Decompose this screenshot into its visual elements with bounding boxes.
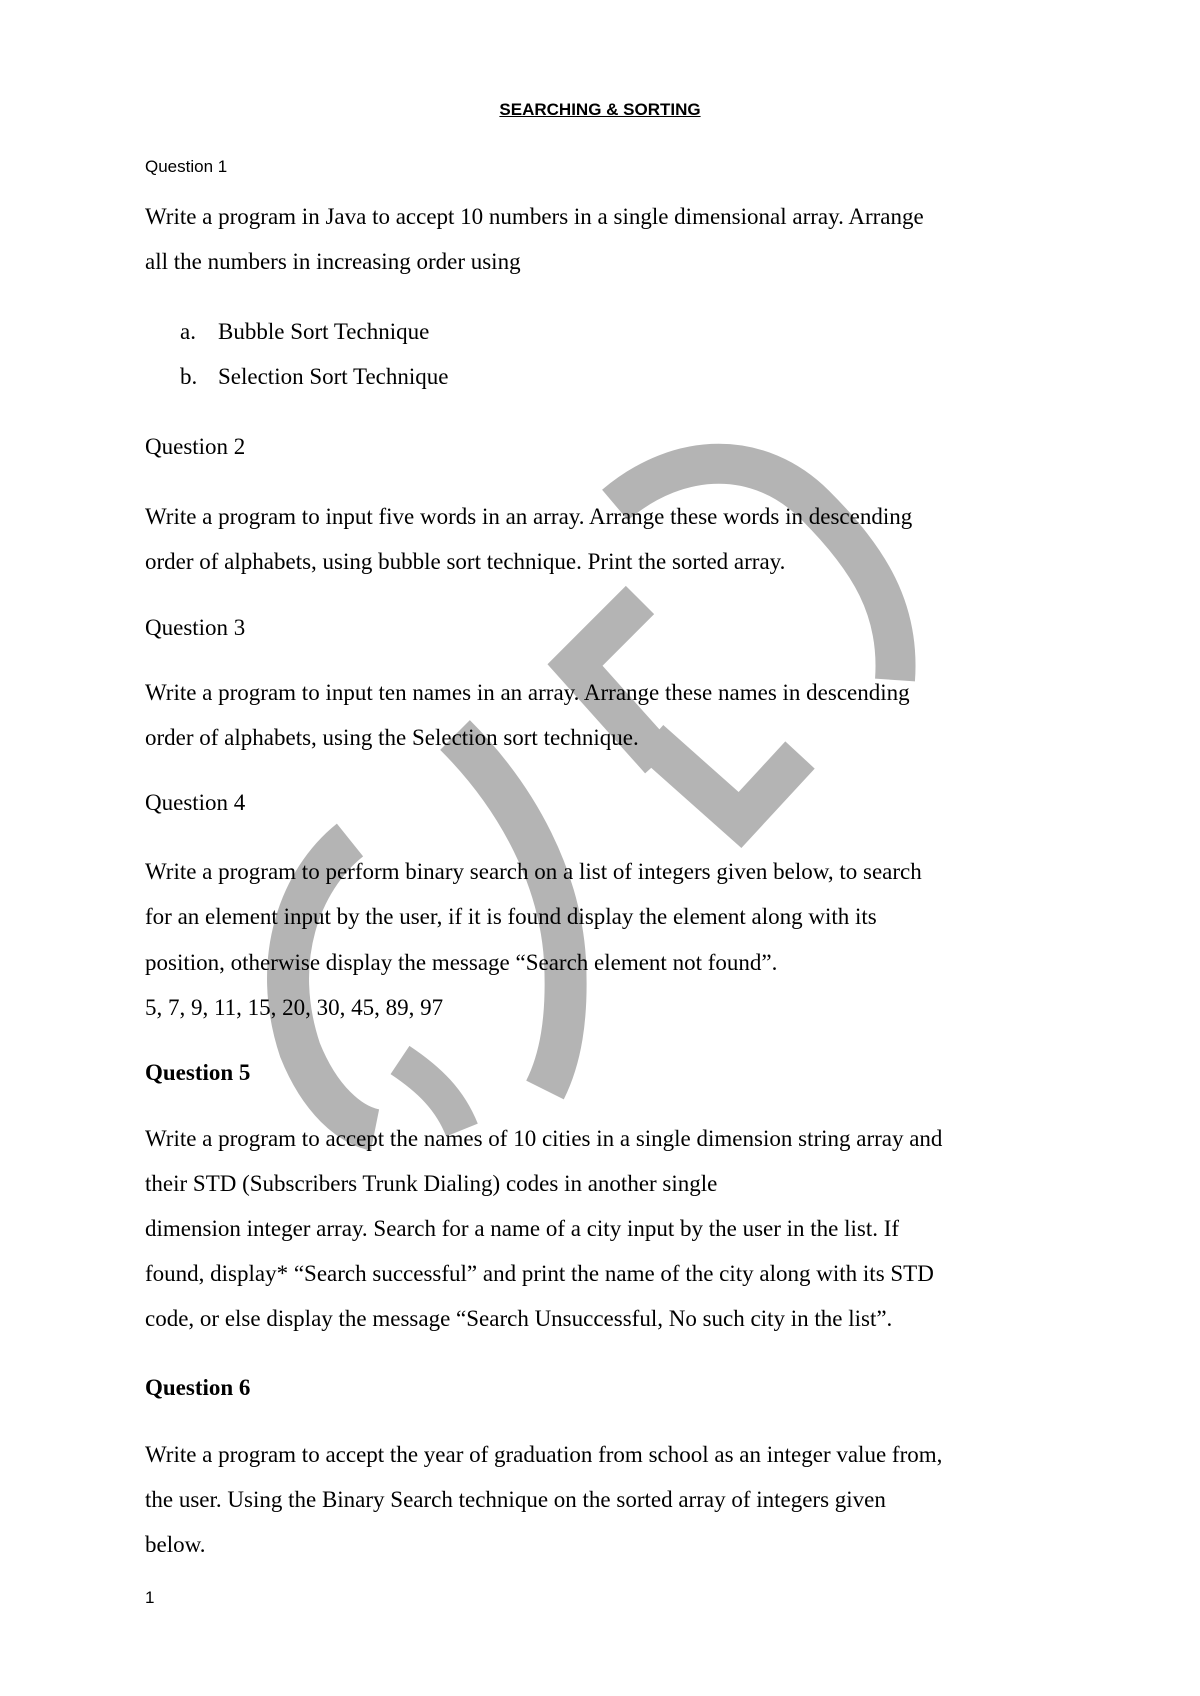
list-item-text: Selection Sort Technique xyxy=(218,364,449,389)
question-6-line: Write a program to accept the year of graduation from school as an integer value from, xyxy=(145,1442,943,1467)
question-2-heading: Question 2 xyxy=(145,434,246,459)
question-2-line: Write a program to input five words in an array. Arrange these words in descending xyxy=(145,504,913,529)
question-1-line: Write a program in Java to accept 10 numbers in a single dimensional array. Arrange xyxy=(145,204,924,229)
question-5-line: Write a program to accept the names of 10 cities in a single dimension string array and xyxy=(145,1126,943,1151)
list-marker: a. xyxy=(180,319,196,344)
question-3-heading: Question 3 xyxy=(145,615,246,640)
question-4-line: position, otherwise display the message “Search element not found”. xyxy=(145,950,778,975)
question-5-line: their STD (Subscribers Trunk Dialing) codes in another single xyxy=(145,1171,718,1196)
page-number: 1 xyxy=(145,1588,155,1607)
question-6-line: below. xyxy=(145,1532,206,1557)
question-6-line: the user. Using the Binary Search technique on the sorted array of integers given xyxy=(145,1487,886,1512)
question-6-heading: Question 6 xyxy=(145,1375,251,1400)
list-item xyxy=(180,317,429,347)
question-5-line: dimension integer array. Search for a name of a city input by the user in the list. If xyxy=(145,1216,900,1241)
question-1-line: all the numbers in increasing order using xyxy=(145,249,521,274)
question-5-heading: Question 5 xyxy=(145,1060,251,1085)
question-5-line: code, or else display the message “Search Unsuccessful, No such city in the list”. xyxy=(145,1306,893,1331)
list-item xyxy=(180,362,448,392)
question-4-line: Write a program to perform binary search on a list of integers given below, to search xyxy=(145,859,922,884)
question-3-line: order of alphabets, using the Selection sort technique. xyxy=(145,725,639,750)
page-title: SEARCHING & SORTING xyxy=(499,100,701,119)
question-4-line: for an element input by the user, if it is found display the element along with its xyxy=(145,904,877,929)
question-4-heading: Question 4 xyxy=(145,790,246,815)
list-marker: b. xyxy=(180,364,198,389)
number-list: 5, 7, 9, 11, 15, 20, 30, 45, 89, 97 xyxy=(145,995,444,1020)
question-2-line: order of alphabets, using bubble sort technique. Print the sorted array. xyxy=(145,549,786,574)
question-1-heading: Question 1 xyxy=(145,157,228,176)
question-5-line: found, display* “Search successful” and print the name of the city along with its STD xyxy=(145,1261,934,1286)
question-3-line: Write a program to input ten names in an array. Arrange these names in descending xyxy=(145,680,910,705)
list-item-text: Bubble Sort Technique xyxy=(218,319,430,344)
